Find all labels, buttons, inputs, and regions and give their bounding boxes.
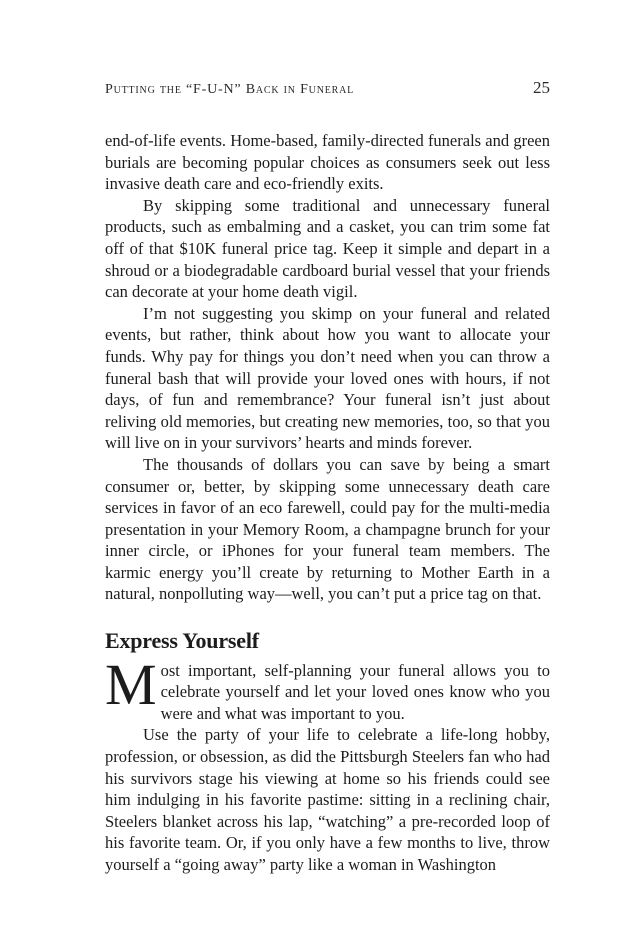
drop-cap: M xyxy=(105,651,157,717)
running-head xyxy=(105,78,550,98)
section-heading: Express Yourself xyxy=(105,628,259,654)
paragraph: I’m not suggesting you skimp on your funeral and related events, but rather, think about how you want to allocate your funds. Why pay for things you don’t need when you can throw a funeral bash that will provide your loved ones with hours, if not days, of fun and remembrance? Your funeral isn’t just about reliving old memories, but creating new memories, too, so that you will live on in your survivors’ hearts and minds forever. xyxy=(105,303,550,453)
paragraph-text: ost important, self-planning your funeral allows you to celebrate yourself and let your loved ones know who you were and what was important to you. xyxy=(160,660,550,723)
section-first-paragraph xyxy=(105,651,550,725)
paragraph: The thousands of dollars you can save by being a smart consumer or, better, by skipping some unnecessary death care services in favor of an eco farewell, could pay for the multi-media presentation in your Memory Room, a champagne brunch for your inner circle, or iPhones for your funeral team members. The karmic energy you’ll create by returning to Mother Earth in a natural, nonpolluting way—well, you can’t put a price tag on that. xyxy=(105,454,550,604)
running-title: Putting the “F-U-N” Back in Funeral xyxy=(105,82,355,97)
paragraph: Use the party of your life to celebrate a life-long hobby, profession, or obsession, as did the Pittsburgh Steelers fan who had his survivors stage his viewing at home so his friends could see him indulging in his favorite pastime: sitting in a reclining chair, Steelers blanket across his lap, “watching” a pre-recorded loop of his favorite team. Or, if you only have a few months to live, throw yourself a “going away” party like a woman in Washington xyxy=(105,725,550,874)
body-text xyxy=(105,130,550,876)
page-number: 25 xyxy=(533,78,550,97)
paragraph: end-of-life events. Home-based, family-directed funerals and green burials are becoming popular choices as consumers seek out less invasive death care and eco-friendly exits. xyxy=(105,131,550,194)
paragraph: By skipping some traditional and unnecessary funeral products, such as embalming and a casket, you can trim some fat off of that $10K funeral price tag. Keep it simple and depart in a shroud or a biodegradable cardboard burial vessel that your friends can decorate at your home death vigil. xyxy=(105,195,550,302)
